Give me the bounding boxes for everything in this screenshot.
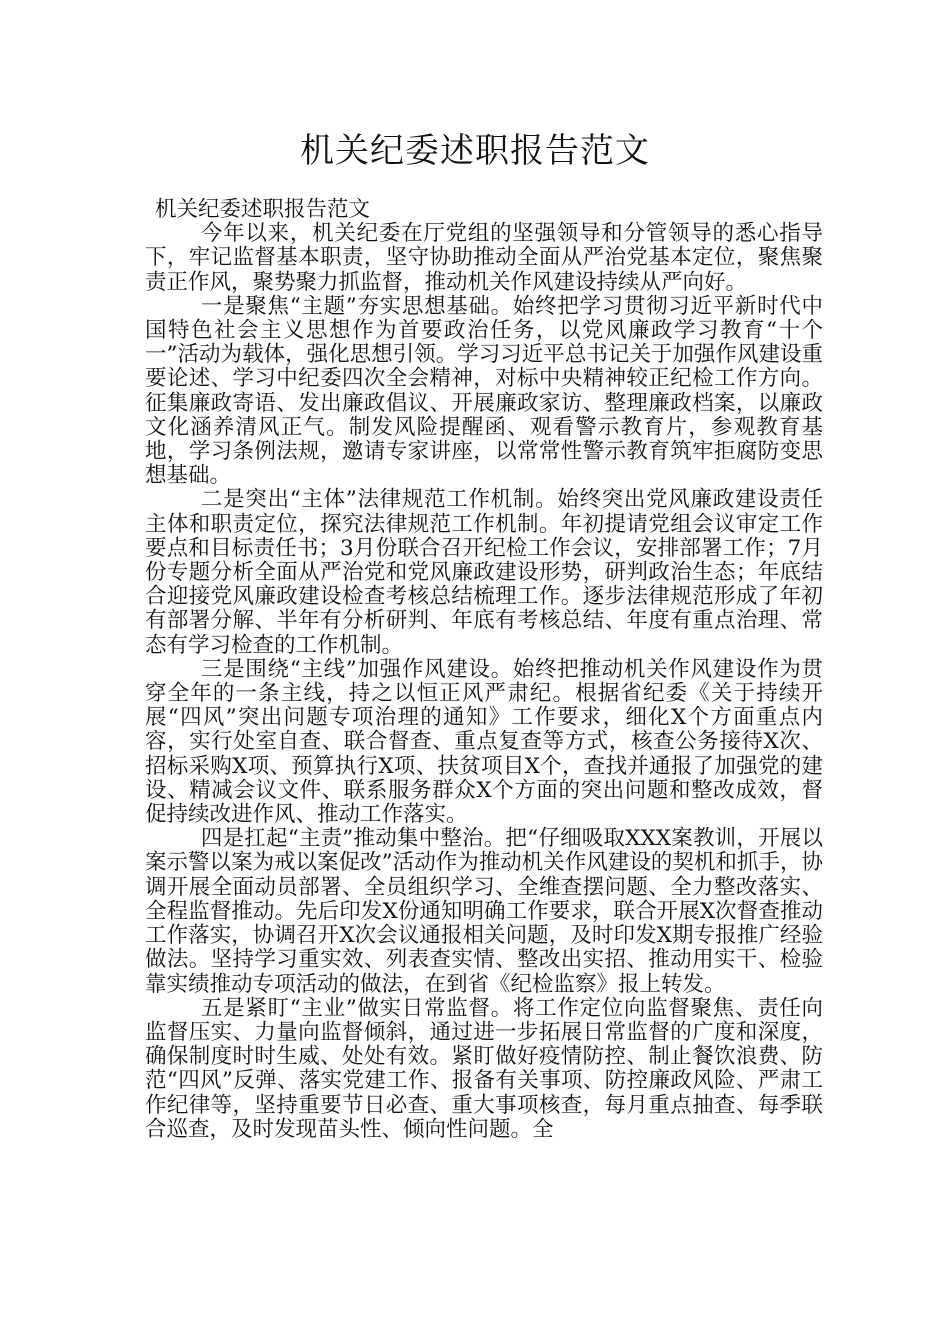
paragraph-point-2: 二是突出“主体”法律规范工作机制。始终突出党风廉政建设责任主体和职责定位，探究法律规范工作机制。年初提请党组会议审定工作要点和目标责任书；3月份联合召开纪检工作会议，安排部署工作；7月份专题分析全面从严治党和党风廉政建设形势，研判政治生态；年底结合迎接党风廉政建设检查考核总结梳理工作。逐步法律规范形成了年初有部署分解、半年有分析研判、年底有考核总结、年度有重点治理、常态有学习检查的工作机制。	[145, 487, 823, 658]
paragraph-point-1: 一是聚焦“主题”夯实思想基础。始终把学习贯彻习近平新时代中国特色社会主义思想作为首要政治任务，以党风廉政学习教育“十个一”活动为载体，强化思想引领。学习习近平总书记关于加强作风建设重要论述、学习中纪委四次全会精神，对标中央精神较正纪检工作方向。征集廉政寄语、发出廉政倡议、开展廉政家访、整理廉政档案，以廉政文化涵养清风正气。制发风险提醒函、观看警示教育片，参观教育基地，学习条例法规，邀请专家讲座，以常常性警示教育筑牢拒腐防变思想基础。	[145, 293, 823, 489]
paragraph-point-5: 五是紧盯“主业”做实日常监督。将工作定位向监督聚焦、责任向监督压实、力量向监督倾斜，通过进一步拓展日常监督的广度和深度，确保制度时时生威、处处有效。紧盯做好疫情防控、制止餐饮浪费、防范“四风”反弹、落实党建工作、报备有关事项、防控廉政风险、严肃工作纪律等，坚持重要节日必查、重大事项核查，每月重点抽查、每季联合巡查，及时发现苗头性、倾向性问题。全	[145, 995, 823, 1142]
paragraph-intro: 今年以来，机关纪委在厅党组的坚强领导和分管领导的悉心指导下，牢记监督基本职责，坚守协助推动全面从严治党基本定位，聚焦聚责正作风，聚势聚力抓监督，推动机关作风建设持续从严向好。	[145, 221, 823, 295]
paragraph-point-3: 三是围绕“主线”加强作风建设。始终把推动机关作风建设作为贯穿全年的一条主线，持之以恒正风严肃纪。根据省纪委《关于持续开展“四风”突出问题专项治理的通知》工作要求，细化X个方面重点内容，实行处室自查、联合督查、重点复查等方式，核查公务接待X次、招标采购X项、预算执行X项、扶贫项目X个，查找并通报了加强党的建设、精减会议文件、联系服务群众X个方面的突出问题和整改成效，督促持续改进作风、推动工作落实。	[145, 656, 823, 828]
document-body	[145, 198, 823, 1142]
document-subheading: 机关纪委述职报告范文	[155, 197, 371, 222]
paragraph-point-4: 四是扛起“主责”推动集中整治。把“仔细吸取XXX案教训，开展以案示警以案为戒以案促改”活动作为推动机关作风建设的契机和抓手，协调开展全面动员部署、全员组织学习、全维查摆问题、全力整改落实、全程监督推动。先后印发X份通知明确工作要求，联合开展X次督查推动工作落实，协调召开X次会议通报相关问题，及时印发X期专报推广经验做法。坚持学习重实效、列表查实情、整改出实招、推动用实干、检验靠实绩推动专项活动的做法，在到省《纪检监察》报上转发。	[145, 826, 823, 997]
document-title: 机关纪委述职报告范文	[300, 131, 650, 171]
